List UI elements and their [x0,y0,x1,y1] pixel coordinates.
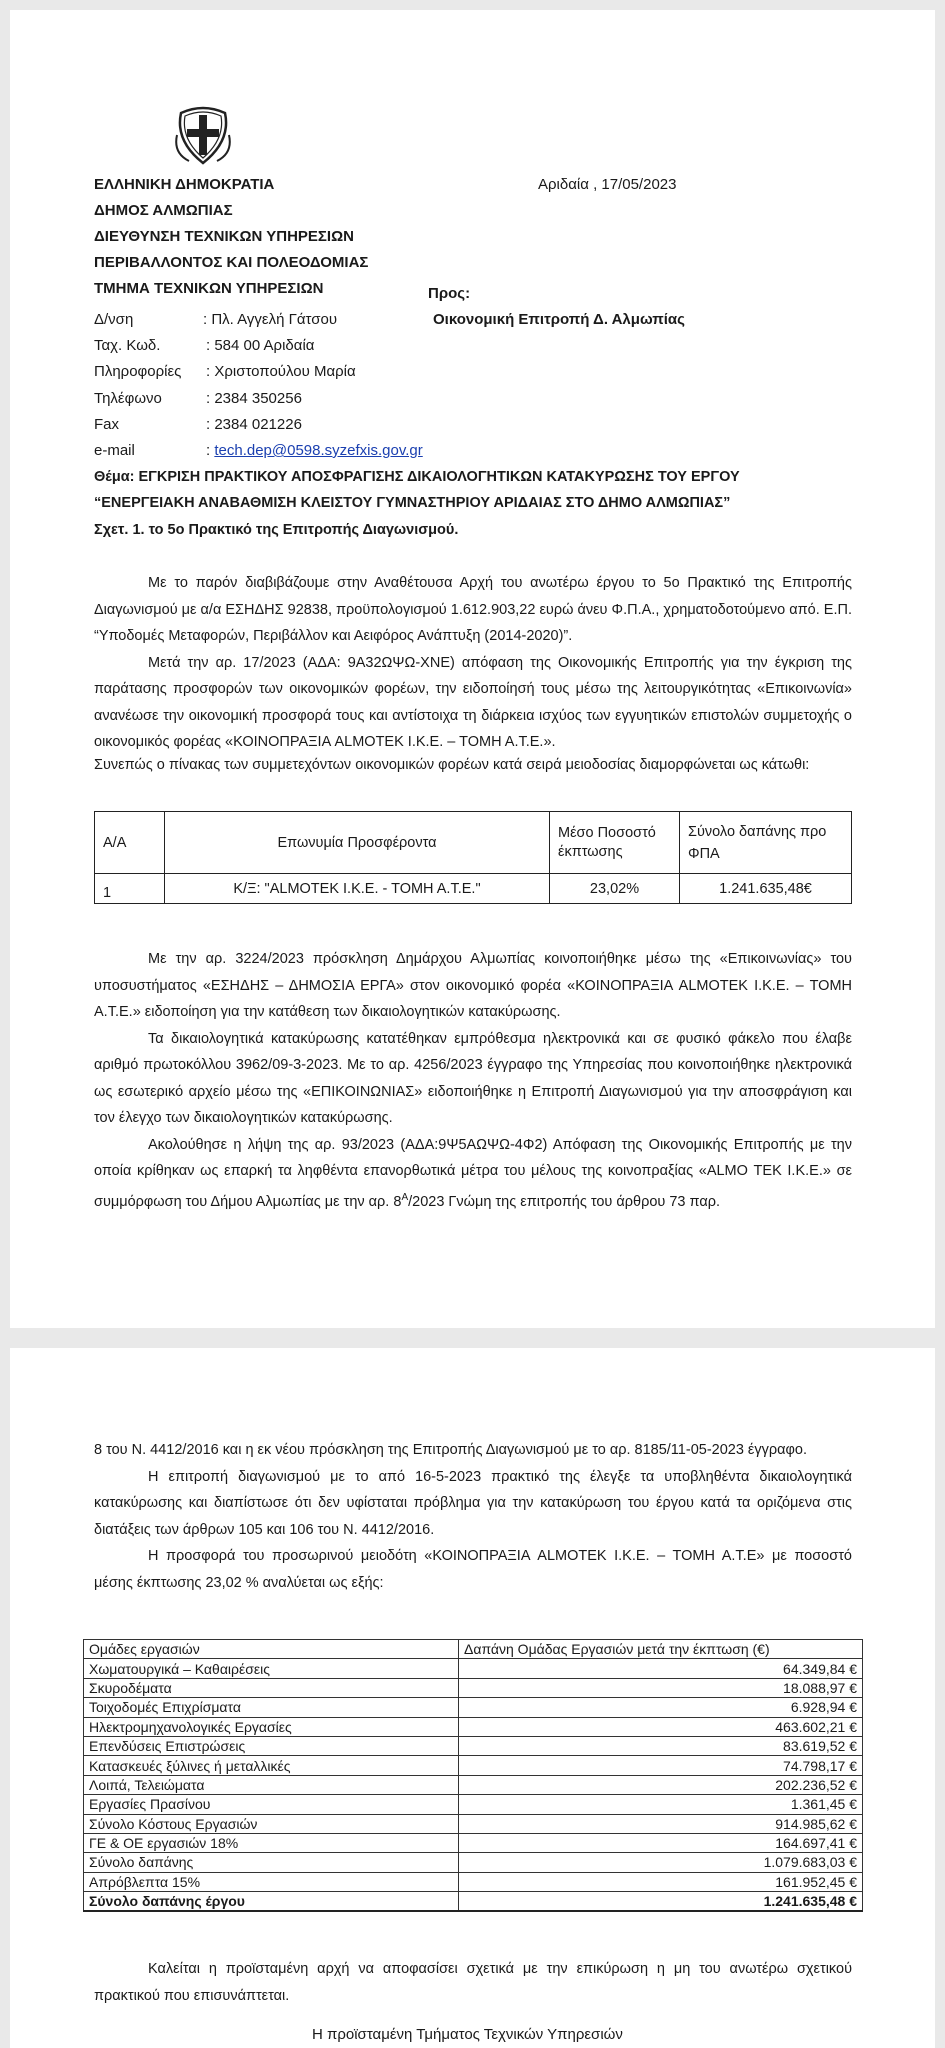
table-row [95,874,852,904]
table-cell: Απρόβλεπτα 15% [84,1872,459,1891]
header-line: ΔΗΜΟΣ ΑΛΜΩΠΙΑΣ [94,202,233,219]
table-cell: 74.798,17 € [459,1756,863,1775]
table-cell: 18.088,97 € [459,1678,863,1697]
contact-email [206,442,423,460]
table-row [84,1795,863,1814]
bidders-table [94,811,852,904]
table-row [84,1775,863,1794]
contact-label: Δ/νση [94,311,134,328]
table-cell: 23,02% [550,874,680,904]
contact-label: Τηλέφωνο [94,390,162,407]
table-row [84,1853,863,1872]
body-section-1 [94,570,852,774]
header-line: ΤΜΗΜΑ ΤΕΧΝΙΚΩΝ ΥΠΗΡΕΣΙΩΝ [94,280,324,297]
recipient-value: Οικονομική Επιτροπή Δ. Αλμωπίας [433,311,685,328]
table-header-cell: Σύνολο δαπάνης προ ΦΠΑ [680,812,852,874]
table-cell: 914.985,62 € [459,1814,863,1833]
table-cell: 202.236,52 € [459,1775,863,1794]
table-total-row [84,1892,863,1912]
paragraph [94,1132,852,1215]
table-cell: Χωματουργικά – Καθαιρέσεις [84,1659,459,1678]
paragraph: Η επιτροπή διαγωνισμού με το από 16-5-2023 πρακτικό της έλεγξε τα υποβληθέντα δικαιολογητικά κατακύρωσης και διαπίστωσε ότι δεν υφίσταται πρόβλημα για την κατακύρωση του έργου κατά τα οριζόμενα στις διατάξεις των άρθρων 105 και 106 του Ν. 4412/2016. [94,1468,852,1538]
contact-value: : Πλ. Αγγελή Γάτσου [203,311,338,328]
table-header-cell: Επωνυμία Προσφέροντα [165,812,550,874]
table-cell: Επενδύσεις Επιστρώσεις [84,1736,459,1755]
paragraph: Η προσφορά του προσωρινού μειοδότη «ΚΟΙΝΟΠΡΑΞΙΑ ALMOTEK Ι.Κ.Ε. – ΤΟΜΗ Α.Τ.Ε» με ποσοστό μέσης έκπτωσης 23,02 % αναλύεται ως εξής: [94,1548,852,1591]
subject-reference: Σχετ. 1. το 5ο Πρακτικό της Επιτροπής Διαγωνισμού. [94,522,459,538]
table-cell: Σύνολο δαπάνης [84,1853,459,1872]
document-page-2 [10,1348,935,2048]
paragraph-text: /2023 Γνώμη της επιτροπής του άρθρου 73 παρ. [408,1193,720,1210]
header-line: ΔΙΕΥΘΥΝΣΗ ΤΕΧΝΙΚΩΝ ΥΠΗΡΕΣΙΩΝ [94,228,354,245]
signature-line: Η προϊσταμένη Τμήματος Τεχνικών Υπηρεσιών [312,2026,623,2043]
paragraph: Με το παρόν διαβιβάζουμε στην Αναθέτουσα Αρχή του ανωτέρω έργου το 5ο Πρακτικό της Επιτροπής Διαγωνισμού με α/α ΕΣΗΔΗΣ 92838, προϋπολογισμού 1.612.903,22 ευρώ άνευ Φ.Π.Α., χρηματοδοτούμενο από. Ε.Π. “Υποδομές Μεταφορών, Περιβάλλον και Αειφόρος Ανάπτυξη (2014-2020)”. [94,575,852,644]
table-row [84,1872,863,1891]
table-header-row [84,1640,863,1659]
table-header-cell: Μέσο Ποσοστό έκπτωσης [550,812,680,874]
table-cell: Κατασκευές ξύλινες ή μεταλλικές [84,1756,459,1775]
paragraph: 8 του Ν. 4412/2016 και η εκ νέου πρόσκληση της Επιτροπής Διαγωνισμού με το αρ. 8185/11-05-2023 έγγραφο. [94,1442,808,1458]
greek-coat-of-arms-icon [175,105,231,165]
table-cell: Κ/Ξ: "ALMOTEK Ι.Κ.Ε. - ΤΟΜΗ Α.Τ.Ε." [165,874,550,904]
paragraph: Τα δικαιολογητικά κατακύρωσης κατατέθηκαν εμπρόθεσμα ηλεκτρονικά και σε φυσικό φάκελο που έλαβε αριθμό πρωτοκόλλου 3962/09-3-2023. Με το αρ. 4256/2023 έγγραφο της Υπηρεσίας που κοινοποιήθηκε ηλεκτρονικά ως εσωτερικό αρχείο μέσω της «ΕΠΙΚΟΙΝΩΝΙΑΣ» ειδοποιήθηκε η Επιτροπή Διαγωνισμού για την αποσφράγιση και τον έλεγχο των δικαιολογητικών κατακύρωσης. [94,1030,852,1126]
table-cell: 1 [95,874,165,904]
table-cell: Σύνολο δαπάνης έργου [84,1892,459,1912]
table-cell: 1.361,45 € [459,1795,863,1814]
table-cell: Ηλεκτρομηχανολογικές Εργασίες [84,1717,459,1736]
cost-breakdown-table [83,1639,863,1912]
email-link[interactable]: tech.dep@0598.syzefxis.gov.gr [214,442,423,459]
paragraph: Μετά την αρ. 17/2023 (ΑΔΑ: 9Α32ΩΨΩ-ΧΝΕ) απόφαση της Οικονομικής Επιτροπής για την έγκριση της παράτασης προσφορών των οικονομικών φορέων, την ειδοποίησή τους μέσω της λειτουργικότητας «Επικοινωνία» ανανέωσε την οικονομική προσφορά τους και αντίστοιχα τη διάρκεια ισχύος των εγγυητικών επιστολών συμμετοχής ο οικονομικός φορέας «ΚΟΙΝΟΠΡΑΞΙΑ ALMOTEK Ι.Κ.Ε. – ΤΟΜΗ Α.Τ.Ε.». [94,654,852,750]
header-line: ΕΛΛΗΝΙΚΗ ΔΗΜΟΚΡΑΤΙΑ [94,176,275,193]
header-line: ΠΕΡΙΒΑΛΛΟΝΤΟΣ ΚΑΙ ΠΟΛΕΟΔΟΜΙΑΣ [94,254,369,271]
table-cell: 161.952,45 € [459,1872,863,1891]
paragraph: Συνεπώς ο πίνακας των συμμετεχόντων οικονομικών φορέων κατά σειρά μειοδοσίας διαμορφώνεται ως κάτωθι: [94,756,810,773]
recipient-label: Προς: [428,285,471,302]
table-cell: 83.619,52 € [459,1736,863,1755]
table-cell: 1.079.683,03 € [459,1853,863,1872]
contact-label: Ταχ. Κωδ. [94,337,161,354]
table-cell: 1.241.635,48€ [680,874,852,904]
contact-value: : 2384 350256 [206,390,302,407]
table-row [84,1698,863,1717]
table-cell: Εργασίες Πρασίνου [84,1795,459,1814]
body-section-2 [94,946,852,1215]
table-cell: Τοιχοδομές Επιχρίσματα [84,1698,459,1717]
contact-value: : 584 00 Αριδαία [206,337,315,354]
table-header-row [95,812,852,874]
contact-label: Fax [94,416,120,433]
closing-paragraph [94,1956,852,2009]
table-row [84,1659,863,1678]
table-cell: Σύνολο Κόστους Εργασιών [84,1814,459,1833]
table-cell: Λοιπά, Τελειώματα [84,1775,459,1794]
table-row [84,1736,863,1755]
table-cell: ΓΕ & ΟΕ εργασιών 18% [84,1833,459,1852]
document-date: Αριδαία , 17/05/2023 [538,176,677,193]
paragraph-text: Ακολούθησε η λήψη της αρ. 93/2023 (ΑΔΑ:9Ψ5ΑΩΨΩ-4Φ2) Απόφαση της Οικονομικής Επιτροπής με την οποία κρίθηκαν ως επαρκή τα ληφθέντα επανορθωτικά μέτρα του μέλους της κοινοπραξίας «ALMO ΤΕΚ Ι.Κ.Ε.» σε συμμόρφωση του Δήμου Αλμωπίας με την αρ. 8 [94,1136,852,1210]
table-header-cell: Δαπάνη Ομάδας Εργασιών μετά την έκπτωση (€) [459,1640,863,1659]
contact-value: : Χριστοπούλου Μαρία [206,363,356,380]
table-cell: 164.697,41 € [459,1833,863,1852]
superscript: Α [401,1191,409,1203]
table-header-cell: Α/Α [95,812,165,874]
contact-label: e-mail [94,442,135,459]
subject-line: Θέμα: ΕΓΚΡΙΣΗ ΠΡΑΚΤΙΚΟΥ ΑΠΟΣΦΡΑΓΙΣΗΣ ΔΙΚΑΙΟΛΟΓΗΤΙΚΩΝ ΚΑΤΑΚΥΡΩΣΗΣ ΤΟΥ ΕΡΓΟΥ [94,469,740,485]
table-cell: 1.241.635,48 € [459,1892,863,1912]
contact-value: : 2384 021226 [206,416,302,433]
table-row [84,1756,863,1775]
table-cell: 64.349,84 € [459,1659,863,1678]
document-page-1 [10,10,935,1328]
paragraph: Με την αρ. 3224/2023 πρόσκληση Δημάρχου Αλμωπίας κοινοποιήθηκε μέσω της «Επικοινωνίας» του υποσυστήματος «ΕΣΗΔΗΣ – ΔΗΜΟΣΙΑ ΕΡΓΑ» στον οικονομικό φορέα «ΚΟΙΝΟΠΡΑΞΙΑ ALMOTEK Ι.Κ.Ε. – ΤΟΜΗ Α.Τ.Ε.» ειδοποίηση για την κατάθεση των δικαιολογητικών κατακύρωσης. [94,951,852,1020]
table-row [84,1678,863,1697]
subject-title: “ΕΝΕΡΓΕΙΑΚΗ ΑΝΑΒΑΘΜΙΣΗ ΚΛΕΙΣΤΟΥ ΓΥΜΝΑΣΤΗΡΙΟΥ ΑΡΙΔΑΙΑΣ ΣΤΟ ΔΗΜΟ ΑΛΜΩΠΙΑΣ” [94,495,731,511]
table-cell: 6.928,94 € [459,1698,863,1717]
body-section-3 [94,1437,852,1596]
table-cell: Σκυροδέματα [84,1678,459,1697]
paragraph: Καλείται η προϊσταμένη αρχή να αποφασίσει σχετικά με την επικύρωση η μη του ανωτέρω σχετικού πρακτικού που επισυνάπτεται. [94,1961,852,2004]
table-row [84,1717,863,1736]
table-cell: 463.602,21 € [459,1717,863,1736]
table-row [84,1814,863,1833]
email-prefix: : [206,442,215,459]
table-row [84,1833,863,1852]
table-header-cell: Ομάδες εργασιών [84,1640,459,1659]
contact-label: Πληροφορίες [94,363,182,380]
